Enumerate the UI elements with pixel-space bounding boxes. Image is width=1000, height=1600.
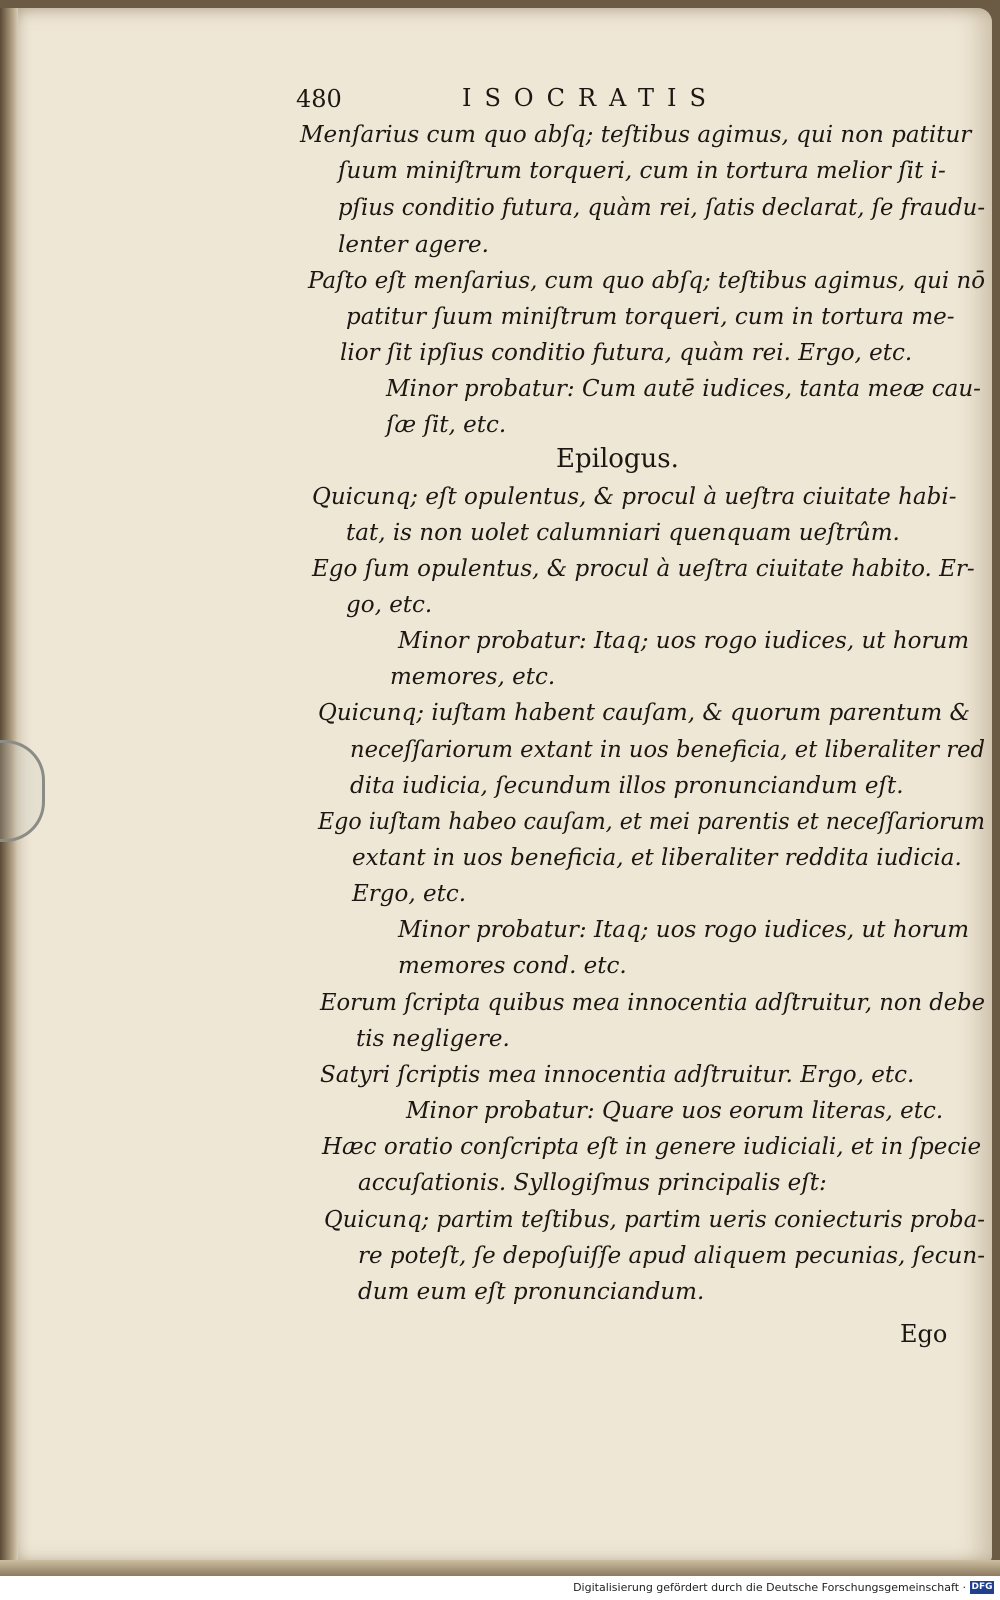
text-line: neceſſariorum extant in uos beneficia, et liberaliter red (350, 737, 985, 763)
text-line: ſuum miniſtrum torqueri, cum in tortura melior ſit i- (338, 158, 946, 184)
text-line: Hæc oratio conſcripta eſt in genere iudiciali, et in ſpecie (322, 1134, 982, 1160)
text-line: Menſarius cum quo abſq; teſtibus agimus, qui non patitur (300, 122, 972, 148)
text-line: ſæ ſit, etc. (386, 412, 507, 438)
text-line: pſius conditio futura, quàm rei, ſatis declarat, ſe fraudu- (338, 195, 985, 221)
text-line: Minor probatur: Itaq; uos rogo iudices, ut horum (398, 628, 970, 654)
text-line: accuſationis. Syllogiſmus principalis eſt: (358, 1170, 827, 1196)
text-line: Minor probatur: Cum autē iudices, tanta meæ cau- (386, 376, 981, 402)
text-line: memores, etc. (390, 664, 556, 690)
catchword: Ego (900, 1320, 948, 1348)
text-line: Ergo, etc. (352, 881, 467, 907)
text-line: lior ſit ipſius conditio futura, quàm rei. Ergo, etc. (340, 340, 913, 366)
text-line: go, etc. (346, 592, 433, 618)
text-line: Quicunq; eſt opulentus, & procul à ueſtra ciuitate habi- (312, 484, 957, 510)
text-line: dita iudicia, ſecundum illos pronunciandum eſt. (350, 773, 904, 799)
footer-bar (0, 1576, 1000, 1600)
section-heading: Epilogus. (556, 444, 679, 474)
text-line: lenter agere. (338, 232, 489, 258)
text-line: Ego ſum opulentus, & procul à ueſtra ciuitate habito. Er- (312, 556, 975, 582)
text-line: tat, is non uolet calumniari quenquam ueſtrûm. (346, 520, 900, 546)
text-line: memores cond. etc. (398, 953, 627, 979)
text-line: Quicunq; iuſtam habent cauſam, & quorum parentum & (318, 700, 970, 726)
footer-credit: Digitalisierung gefördert durch die Deutsche Forschungsgemeinschaft · (573, 1581, 966, 1594)
text-line: re poteſt, ſe depoſuiſſe apud aliquem pecunias, ſecun- (358, 1243, 985, 1269)
text-line: Ego iuſtam habeo cauſam, et mei parentis et neceſſariorum (318, 809, 985, 835)
page-number: 480 (296, 85, 342, 113)
text-line: Paſto eſt menſarius, cum quo abſq; teſtibus agimus, qui nō (308, 268, 985, 294)
text-line: extant in uos beneficia, et liberaliter reddita iudicia. (352, 845, 962, 871)
text-line: tis negligere. (356, 1026, 510, 1052)
running-header: ISOCRATIS (462, 84, 719, 112)
text-line: patitur ſuum miniſtrum torqueri, cum in tortura me- (346, 304, 955, 330)
dfg-logo: DFG (971, 1582, 993, 1592)
text-line: Eorum ſcripta quibus mea innocentia adſtruitur, non debe (320, 990, 985, 1016)
text-line: Minor probatur: Quare uos eorum literas, etc. (406, 1098, 944, 1124)
text-line: Quicunq; partim teſtibus, partim ueris coniecturis proba- (324, 1207, 985, 1233)
book-bottom-edge (0, 1560, 1000, 1576)
text-line: dum eum eſt pronunciandum. (358, 1279, 705, 1305)
text-line: Minor probatur: Itaq; uos rogo iudices, ut horum (398, 917, 970, 943)
text-line: Satyri ſcriptis mea innocentia adſtruitur. Ergo, etc. (320, 1062, 915, 1088)
